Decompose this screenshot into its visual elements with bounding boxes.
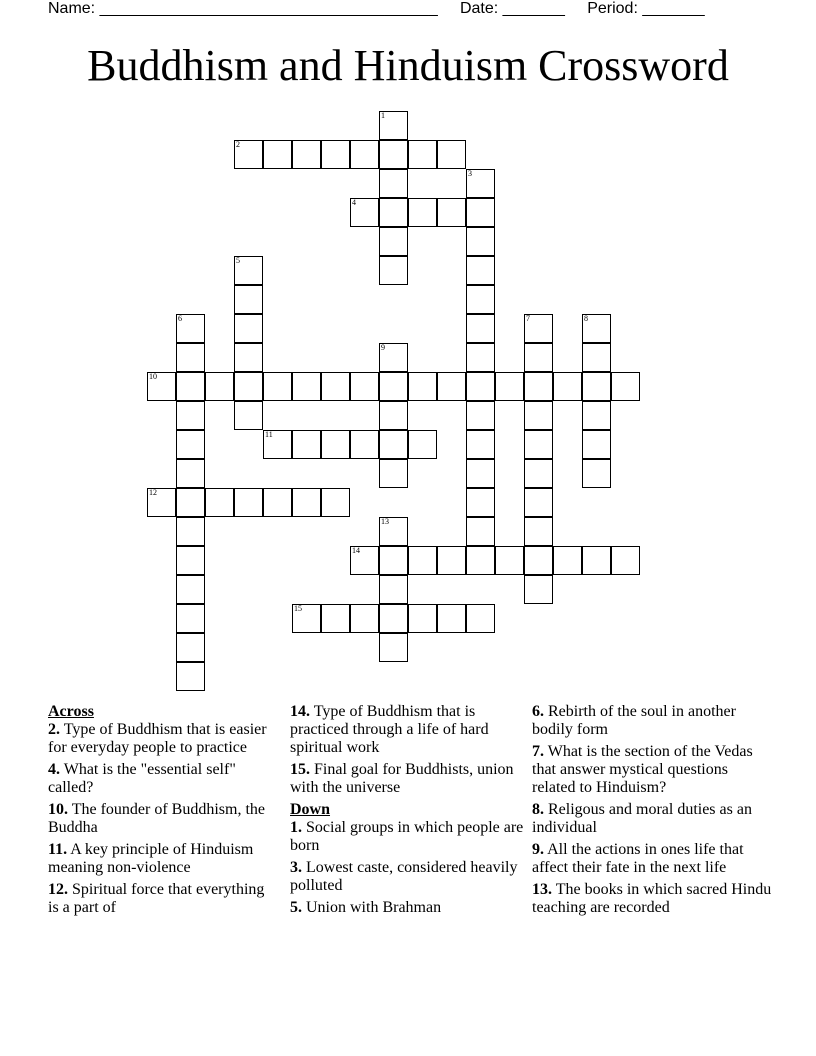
name-label: Name: xyxy=(48,0,96,17)
grid-cell[interactable] xyxy=(466,546,495,575)
clue-text: The books in which sacred Hindu teaching are recorded xyxy=(532,881,772,916)
grid-cell[interactable] xyxy=(234,285,263,314)
clue-item xyxy=(532,743,772,797)
clue-number: 13. xyxy=(532,881,552,898)
clue-item xyxy=(532,801,772,837)
grid-cell[interactable] xyxy=(147,488,176,517)
grid-cell[interactable] xyxy=(292,604,321,633)
grid-cell[interactable] xyxy=(437,140,466,169)
clue-number-label: 11 xyxy=(265,430,273,439)
grid-cell[interactable] xyxy=(524,314,553,343)
clue-number-label: 4 xyxy=(352,198,356,207)
clue-text: Final goal for Buddhists, union with the universe xyxy=(290,761,514,796)
grid-cell[interactable] xyxy=(176,517,205,546)
grid-cell[interactable] xyxy=(524,343,553,372)
clue-item xyxy=(290,819,526,855)
grid-cell[interactable] xyxy=(263,430,292,459)
name-blank[interactable]: ______________________________________ xyxy=(99,0,438,17)
grid-cell[interactable] xyxy=(176,633,205,662)
grid-cell[interactable] xyxy=(379,140,408,169)
clue-column-1 xyxy=(48,703,276,921)
clue-text: Union with Brahman xyxy=(306,899,442,916)
grid-cell[interactable] xyxy=(611,546,640,575)
clue-number-label: 8 xyxy=(584,314,588,323)
grid-cell[interactable] xyxy=(205,372,234,401)
grid-cell[interactable] xyxy=(437,372,466,401)
page-title: Buddhism and Hinduism Crossword xyxy=(87,41,729,90)
grid-cell[interactable] xyxy=(292,140,321,169)
grid-cell[interactable] xyxy=(524,459,553,488)
grid-cell[interactable] xyxy=(263,488,292,517)
grid-cell[interactable] xyxy=(379,111,408,140)
grid-cell[interactable] xyxy=(408,604,437,633)
grid-cell[interactable] xyxy=(176,401,205,430)
clue-number: 12. xyxy=(48,881,68,898)
clue-item xyxy=(532,841,772,877)
clue-text: A key principle of Hinduism meaning non-violence xyxy=(48,841,254,876)
grid-cell[interactable] xyxy=(466,604,495,633)
clue-number: 10. xyxy=(48,801,68,818)
grid-cell[interactable] xyxy=(350,430,379,459)
clue-number-label: 6 xyxy=(178,314,182,323)
clue-number: 8. xyxy=(532,801,544,818)
clue-number: 2. xyxy=(48,721,60,738)
grid-cell[interactable] xyxy=(234,256,263,285)
grid-cell[interactable] xyxy=(466,314,495,343)
grid-cell[interactable] xyxy=(176,430,205,459)
grid-cell[interactable] xyxy=(234,140,263,169)
clue-item xyxy=(290,703,526,757)
clue-number: 5. xyxy=(290,899,302,916)
clue-number-label: 1 xyxy=(381,111,385,120)
grid-cell[interactable] xyxy=(176,575,205,604)
grid-cell[interactable] xyxy=(292,372,321,401)
grid-cell[interactable] xyxy=(321,430,350,459)
grid-cell[interactable] xyxy=(524,430,553,459)
grid-cell[interactable] xyxy=(176,459,205,488)
clue-number: 7. xyxy=(532,743,544,760)
clue-number: 14. xyxy=(290,703,310,720)
grid-cell[interactable] xyxy=(263,140,292,169)
grid-cell[interactable] xyxy=(321,488,350,517)
grid-cell[interactable] xyxy=(582,314,611,343)
grid-cell[interactable] xyxy=(582,401,611,430)
clue-text: Type of Buddhism that is practiced through a life of hard spiritual work xyxy=(290,703,489,756)
grid-cell[interactable] xyxy=(524,546,553,575)
clue-text: Rebirth of the soul in another bodily form xyxy=(532,703,736,738)
grid-cell[interactable] xyxy=(379,227,408,256)
grid-cell[interactable] xyxy=(582,430,611,459)
grid-cell[interactable] xyxy=(234,401,263,430)
clue-column-2 xyxy=(290,703,526,921)
grid-cell[interactable] xyxy=(234,343,263,372)
clue-item xyxy=(532,881,772,917)
grid-cell[interactable] xyxy=(350,198,379,227)
clue-number: 9. xyxy=(532,841,544,858)
grid-cell[interactable] xyxy=(466,343,495,372)
clue-number-label: 10 xyxy=(149,372,157,381)
grid-cell[interactable] xyxy=(582,372,611,401)
clue-number-label: 2 xyxy=(236,140,240,149)
grid-cell[interactable] xyxy=(321,604,350,633)
grid-cell[interactable] xyxy=(234,488,263,517)
grid-cell[interactable] xyxy=(582,343,611,372)
grid-cell[interactable] xyxy=(292,430,321,459)
grid-cell[interactable] xyxy=(350,372,379,401)
grid-cell[interactable] xyxy=(379,633,408,662)
grid-cell[interactable] xyxy=(495,546,524,575)
grid-cell[interactable] xyxy=(466,169,495,198)
grid-cell[interactable] xyxy=(292,488,321,517)
grid-cell[interactable] xyxy=(466,459,495,488)
grid-cell[interactable] xyxy=(408,140,437,169)
grid-cell[interactable] xyxy=(466,401,495,430)
clue-item xyxy=(290,761,526,797)
clue-text: All the actions in ones life that affect their fate in the next life xyxy=(532,841,744,876)
grid-cell[interactable] xyxy=(379,372,408,401)
grid-cell[interactable] xyxy=(379,575,408,604)
grid-cell[interactable] xyxy=(582,459,611,488)
clue-item xyxy=(48,721,276,757)
down-heading: Down xyxy=(290,801,331,818)
grid-cell[interactable] xyxy=(147,372,176,401)
period-blank[interactable]: _______ xyxy=(642,0,705,17)
grid-cell[interactable] xyxy=(466,488,495,517)
grid-cell[interactable] xyxy=(408,430,437,459)
grid-cell[interactable] xyxy=(582,546,611,575)
grid-cell[interactable] xyxy=(466,198,495,227)
grid-cell[interactable] xyxy=(350,140,379,169)
grid-cell[interactable] xyxy=(234,372,263,401)
grid-cell[interactable] xyxy=(524,372,553,401)
grid-cell[interactable] xyxy=(350,604,379,633)
clue-text: What is the section of the Vedas that answer mystical questions related to Hinduism? xyxy=(532,743,753,796)
date-label: Date: xyxy=(459,0,499,17)
date-blank[interactable]: _______ xyxy=(502,0,565,17)
grid-cell[interactable] xyxy=(379,198,408,227)
grid-cell[interactable] xyxy=(379,430,408,459)
clue-item xyxy=(290,899,526,917)
grid-cell[interactable] xyxy=(263,372,292,401)
clue-number: 3. xyxy=(290,859,302,876)
grid-cell[interactable] xyxy=(379,546,408,575)
grid-cell[interactable] xyxy=(553,546,582,575)
grid-cell[interactable] xyxy=(524,488,553,517)
grid-cell[interactable] xyxy=(176,604,205,633)
clue-item xyxy=(48,761,276,797)
clue-number-label: 3 xyxy=(468,169,472,178)
clue-item xyxy=(532,703,772,739)
clue-number-label: 14 xyxy=(352,546,360,555)
grid-cell[interactable] xyxy=(437,604,466,633)
clue-column-3 xyxy=(532,703,772,921)
grid-cell[interactable] xyxy=(466,285,495,314)
clue-number-label: 15 xyxy=(294,604,302,613)
grid-cell[interactable] xyxy=(466,227,495,256)
grid-cell[interactable] xyxy=(379,169,408,198)
across-heading: Across xyxy=(48,703,94,720)
clue-text: Social groups in which people are born xyxy=(290,819,524,854)
grid-cell[interactable] xyxy=(408,198,437,227)
grid-cell[interactable] xyxy=(466,430,495,459)
clue-item xyxy=(290,859,526,895)
grid-cell[interactable] xyxy=(524,575,553,604)
clue-number-label: 12 xyxy=(149,488,157,497)
grid-cell[interactable] xyxy=(437,546,466,575)
clue-number-label: 7 xyxy=(526,314,530,323)
grid-cell[interactable] xyxy=(553,372,582,401)
grid-cell[interactable] xyxy=(466,256,495,285)
grid-cell[interactable] xyxy=(495,372,524,401)
clue-number-label: 13 xyxy=(381,517,389,526)
grid-cell[interactable] xyxy=(379,459,408,488)
grid-cell[interactable] xyxy=(524,401,553,430)
clue-item xyxy=(48,881,276,917)
clue-text: Religous and moral duties as an individual xyxy=(532,801,752,836)
clue-text: Type of Buddhism that is easier for everyday people to practice xyxy=(48,721,267,756)
clue-number: 1. xyxy=(290,819,302,836)
grid-cell[interactable] xyxy=(408,372,437,401)
grid-cell[interactable] xyxy=(524,517,553,546)
clue-text: Spiritual force that everything is a part of xyxy=(48,881,265,916)
grid-cell[interactable] xyxy=(611,372,640,401)
clue-number: 4. xyxy=(48,761,60,778)
clue-number: 6. xyxy=(532,703,544,720)
grid-cell[interactable] xyxy=(176,314,205,343)
grid-cell[interactable] xyxy=(205,488,234,517)
grid-cell[interactable] xyxy=(379,256,408,285)
grid-cell[interactable] xyxy=(408,546,437,575)
grid-cell[interactable] xyxy=(379,604,408,633)
clue-text: What is the "essential self" called? xyxy=(48,761,236,796)
grid-cell[interactable] xyxy=(176,662,205,691)
grid-cell[interactable] xyxy=(466,517,495,546)
grid-cell[interactable] xyxy=(234,314,263,343)
grid-cell[interactable] xyxy=(379,401,408,430)
grid-cell[interactable] xyxy=(379,343,408,372)
grid-cell[interactable] xyxy=(176,372,205,401)
grid-cell[interactable] xyxy=(176,546,205,575)
clue-item xyxy=(48,801,276,837)
clue-number: 15. xyxy=(290,761,310,778)
grid-cell[interactable] xyxy=(350,546,379,575)
grid-cell[interactable] xyxy=(176,488,205,517)
clue-text: Lowest caste, considered heavily polluted xyxy=(290,859,518,894)
period-label: Period: xyxy=(587,0,638,17)
grid-cell[interactable] xyxy=(176,343,205,372)
grid-cell[interactable] xyxy=(321,140,350,169)
clue-number: 11. xyxy=(48,841,68,858)
clue-item xyxy=(48,841,276,877)
grid-cell[interactable] xyxy=(437,198,466,227)
clue-text: The founder of Buddhism, the Buddha xyxy=(48,801,266,836)
clue-number-label: 9 xyxy=(381,343,385,352)
grid-cell[interactable] xyxy=(466,372,495,401)
clue-number-label: 5 xyxy=(236,256,240,265)
grid-cell[interactable] xyxy=(379,517,408,546)
grid-cell[interactable] xyxy=(321,372,350,401)
